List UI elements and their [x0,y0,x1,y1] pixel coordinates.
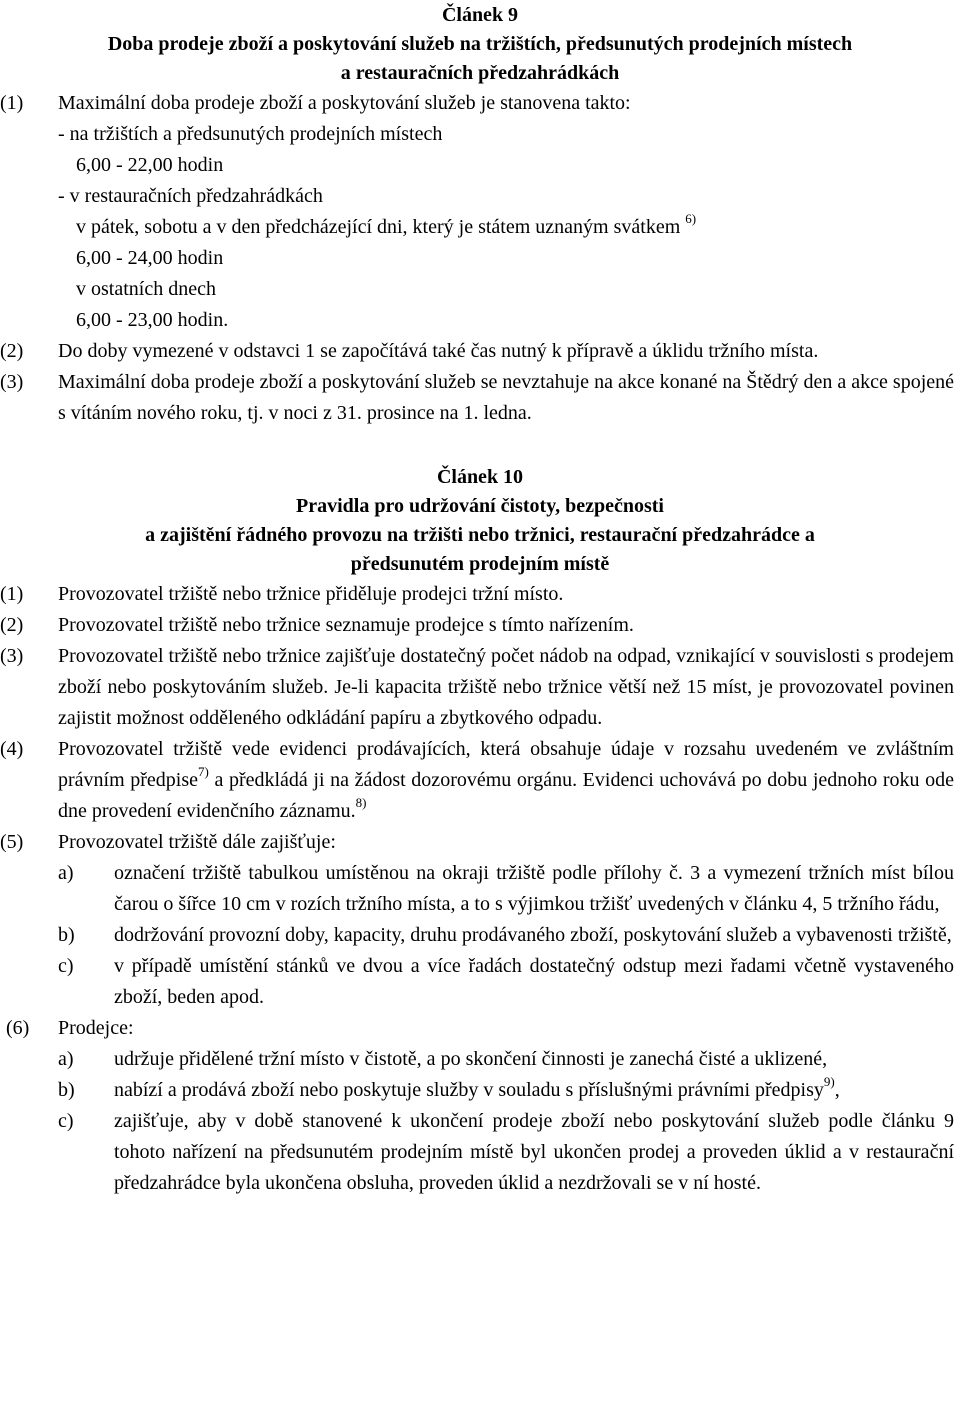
list-item-letter: c) [58,955,74,977]
paragraph-text: Prodejce: [58,1017,134,1039]
article-10-paragraph-3 [0,641,960,734]
paragraph-text: Provozovatel tržiště nebo tržnice seznamuje prodejce s tímto nařízením. [58,614,634,636]
schedule-hours-other-days: 6,00 - 23,00 hodin. [76,309,229,331]
article-10-paragraph-1 [0,579,960,610]
paragraph-text-part-2: a předkládá ji na žádost dozorovému orgánu. Evidenci uchovává po dobu jednoho roku ode dne provedení evidenčního záznamu. [58,769,955,822]
paragraph-number: (3) [0,371,24,393]
paragraph-text: Maximální doba prodeje zboží a poskytování služeb se nevztahuje na akce konané na Štědrý den a akce spojené s vítáním nového roku, tj. v noci z 31. prosince na 1. ledna. [58,371,954,424]
list-item-text-main: nabízí a prodává zboží nebo poskytuje služby v souladu s příslušnými právními předpisy [114,1079,824,1101]
list-item-text: zajišťuje, aby v době stanovené k ukončení prodeje zboží nebo poskytování služeb podle článku 9 tohoto nařízení na předsunutém prodejním místě byl ukončen prodej a proveden úklid a v restaurační předzahrádce byla ukončena obsluha, proveden úklid a nezdržovali se v ní hosté. [114,1110,954,1194]
article-10 [0,463,960,1199]
schedule-weekend-text: v pátek, sobotu a v den předcházející dni, který je státem uznaným svátkem [76,216,681,238]
paragraph-text: Provozovatel tržiště dále zajišťuje: [58,831,336,853]
list-item [0,1075,960,1106]
list-item-letter: a) [58,1048,74,1070]
list-item [0,858,960,920]
paragraph-text-part-1: Provozovatel tržiště vede evidenci prodávajících, která obsahuje údaje v rozsahu uvedeném ve zvláštním právním předpise [58,738,954,791]
article-10-paragraph-6 [0,1013,960,1044]
list-item-text: udržuje přidělené tržní místo v čistotě, a po skončení činnosti je zanechá čisté a uklizené, [114,1048,828,1070]
article-9-subtitle-line-2: a restauračních předzahrádkách [340,62,620,84]
paragraph-number: (2) [0,340,24,362]
list-item-text: dodržování provozní doby, kapacity, druhu prodávaného zboží, poskytování služeb a vybavenosti tržiště, [114,924,952,946]
schedule-hours-weekend: 6,00 - 24,00 hodin [76,247,224,269]
footnote-ref-6: 6) [685,211,697,226]
paragraph-text: Provozovatel tržiště nebo tržnice přiděluje prodejci tržní místo. [58,583,564,605]
paragraph-text: Maximální doba prodeje zboží a poskytování služeb je stanovena takto: [58,92,631,114]
article-9-title: Článek 9 [441,4,519,26]
list-item-letter: b) [58,924,75,946]
list-item [0,951,960,1013]
paragraph-number: (6) [6,1017,30,1039]
paragraph-number: (1) [0,583,24,605]
list-item-letter: b) [58,1079,75,1101]
paragraph-number: (4) [0,738,24,760]
paragraph-number: (2) [0,614,24,636]
article-10-subtitle-line-1: Pravidla pro udržování čistoty, bezpečnosti [296,495,664,517]
footnote-ref-7: 7) [198,764,209,779]
list-item [0,1106,960,1199]
schedule-line-weekend [0,212,960,243]
paragraph-number: (5) [0,831,24,853]
article-10-paragraph-2 [0,610,960,641]
list-item-letter: c) [58,1110,74,1132]
list-item [0,1044,960,1075]
list-item [0,920,960,951]
list-item-text: v případě umístění stánků ve dvou a více řadách dostatečný odstup mezi řadami včetně vystaveného zboží, beden apod. [114,955,954,1008]
footnote-ref-8: 8) [355,795,367,810]
list-item-text-tail: , [834,1079,840,1101]
schedule-hours-markets: 6,00 - 22,00 hodin [76,154,224,176]
article-10-paragraph-5 [0,827,960,858]
footnote-ref-9: 9) [823,1074,835,1089]
article-9 [0,0,960,429]
paragraph-text: Provozovatel tržiště nebo tržnice zajišťuje dostatečný počet nádob na odpad, vznikající v souvislosti s prodejem zboží nebo poskytováním služeb. Je-li kapacita tržiště nebo tržnice větší než 15 míst, je provozovatel povinen zajistit možnost odděleného odkládání papíru a zbytkového odpadu. [58,645,954,729]
article-9-paragraph-3 [0,367,960,429]
article-10-subtitle-line-2: a zajištění řádného provozu na tržišti nebo tržnici, restaurační předzahrádce a [145,524,815,546]
list-item-text [114,1075,960,1106]
schedule-line-gardens: - v restauračních předzahrádkách [58,185,323,207]
list-item-text: označení tržiště tabulkou umístěnou na okraji tržiště podle přílohy č. 3 a vymezení tržních míst bílou čarou o šířce 10 cm v rozích tržního místa, a to s výjimkou tržišť uvedených v článku 4, 5 tržního řádu, [114,862,954,915]
paragraph-text [58,734,960,827]
article-9-paragraph-1 [0,88,960,119]
list-item-letter: a) [58,862,74,884]
article-10-title: Článek 10 [436,466,524,488]
schedule-line-markets: - na tržištích a předsunutých prodejních místech [58,123,443,145]
schedule-line-other-days: v ostatních dnech [76,278,216,300]
paragraph-number: (3) [0,645,24,667]
paragraph-text: Do doby vymezené v odstavci 1 se započítává také čas nutný k přípravě a úklidu tržního místa. [58,340,819,362]
article-10-subtitle-line-3: předsunutém prodejním místě [350,553,610,575]
article-10-paragraph-4 [0,734,960,827]
article-9-subtitle-line-1: Doba prodeje zboží a poskytování služeb na tržištích, předsunutých prodejních místech [107,33,853,55]
paragraph-number: (1) [0,92,24,114]
article-9-paragraph-2 [0,336,960,367]
